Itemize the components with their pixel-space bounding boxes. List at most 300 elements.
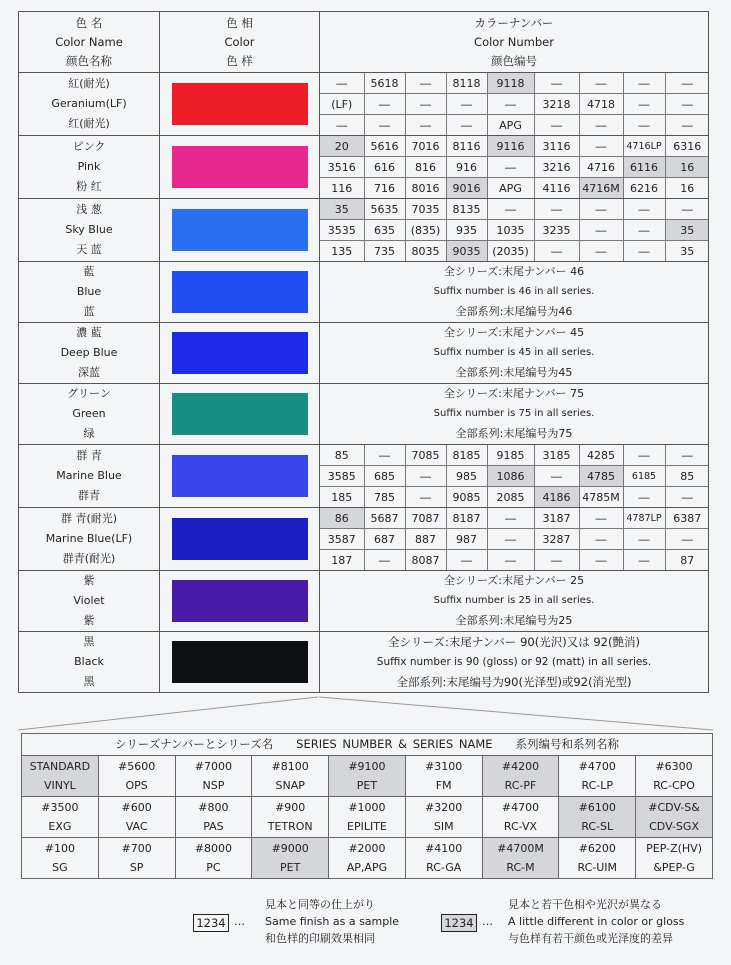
series-number: #800	[198, 801, 229, 814]
code-row	[320, 466, 709, 487]
color-name-zh: 群青	[78, 489, 100, 502]
color-code: 987	[446, 529, 487, 550]
color-swatch	[172, 580, 308, 622]
color-code: 3516	[320, 157, 364, 178]
series-cell	[98, 797, 175, 838]
color-code: 616	[364, 157, 405, 178]
color-code: 716	[364, 178, 405, 199]
color-name-zh: 红(耐光)	[68, 117, 110, 130]
suffix-note	[320, 323, 708, 383]
series-name: NSP	[202, 779, 225, 792]
series-name: VAC	[125, 820, 148, 833]
color-code: ―	[579, 508, 623, 529]
color-name-ja: ピンク	[72, 140, 106, 153]
color-swatch-cell	[160, 445, 320, 508]
color-name-en: Blue	[76, 285, 102, 298]
series-cell	[252, 756, 329, 797]
suffix-note-en: Suffix number is 90 (gloss) or 92 (matt) in all series.	[376, 656, 652, 668]
series-number: #900	[275, 801, 306, 814]
series-number: #4700M	[497, 842, 544, 855]
code-row	[320, 445, 709, 466]
color-code: ―	[364, 445, 405, 466]
header-number-ja: カラーナンバー	[474, 15, 554, 30]
color-name-cell	[19, 384, 160, 445]
color-row	[19, 445, 709, 508]
color-codes-cell	[320, 262, 709, 323]
series-number: #4100	[425, 842, 463, 855]
suffix-note-en: Suffix number is 25 in all series.	[433, 595, 595, 606]
series-name: AP,APG	[346, 861, 388, 874]
color-swatch-cell	[160, 199, 320, 262]
color-codes-grid	[320, 199, 709, 261]
series-cell	[636, 838, 713, 879]
color-code: 87	[680, 553, 695, 567]
series-cell	[175, 756, 252, 797]
suffix-note-ja: 全シリーズ:末尾ナンバー 90(光沢)又は 92(艶消)	[388, 635, 640, 649]
color-code: ―	[623, 199, 665, 220]
color-code: ―	[405, 73, 446, 94]
color-name-zh: 粉 红	[76, 180, 102, 193]
color-row	[19, 199, 709, 262]
color-name-cell	[19, 199, 160, 262]
color-name-en: Violet	[73, 594, 105, 607]
code-row	[320, 157, 709, 178]
series-name: SIM	[433, 820, 454, 833]
color-code: 4116	[534, 178, 579, 199]
color-code: ―	[487, 550, 534, 571]
legend-diff-ja: 見本と若干色相や光沢が異なる	[508, 898, 662, 911]
color-codes-cell	[320, 323, 709, 384]
color-swatch	[172, 393, 308, 435]
color-code: 5635	[364, 199, 405, 220]
color-name-zh: 天 蓝	[76, 243, 102, 256]
color-codes-cell	[320, 508, 709, 571]
series-name: SG	[52, 861, 68, 874]
series-cell	[482, 838, 559, 879]
color-code: 635	[364, 220, 405, 241]
color-code: (835)	[405, 220, 446, 241]
color-code: ―	[623, 529, 665, 550]
color-code: 7016	[405, 136, 446, 157]
color-code: 35	[665, 220, 709, 241]
series-number: #8000	[194, 842, 233, 855]
series-cell	[482, 756, 559, 797]
code-row	[320, 136, 709, 157]
color-swatch	[172, 332, 308, 374]
color-swatch	[172, 146, 308, 188]
color-codes-cell	[320, 384, 709, 445]
series-name: RC-UIM	[577, 861, 617, 874]
color-code: (LF)	[320, 94, 364, 115]
legend-diff-en: A little different in color or gloss	[508, 915, 685, 928]
suffix-note-zh: 全部系列:末尾编号为75	[455, 427, 573, 440]
series-name: RC-SL	[581, 820, 614, 833]
series-cell	[559, 797, 636, 838]
color-name-en: Deep Blue	[60, 346, 118, 359]
series-name: RC-VX	[503, 820, 538, 833]
suffix-note-en: Suffix number is 75 in all series.	[433, 408, 595, 419]
color-code: 4716LP	[623, 136, 665, 157]
color-code: ―	[579, 115, 623, 136]
color-name-zh: 蓝	[83, 305, 95, 318]
color-code: 9085	[446, 487, 487, 508]
color-row	[19, 262, 709, 323]
color-code: 685	[364, 466, 405, 487]
series-name: RC-CPO	[653, 779, 695, 792]
series-number: #2000	[348, 842, 386, 855]
color-code: 9035	[446, 241, 487, 262]
series-name: SNAP	[275, 779, 305, 792]
series-name: EXG	[48, 820, 72, 833]
color-name-zh: 群青(耐光)	[62, 552, 116, 565]
legend-diff-zh: 与色样有若干颜色或光泽度的差异	[508, 932, 673, 945]
header-sample-zh: 色 样	[226, 53, 253, 68]
suffix-note	[320, 384, 708, 444]
color-name-ja: 濃 藍	[76, 326, 102, 339]
color-code: ―	[364, 115, 405, 136]
color-codes-grid	[320, 73, 709, 135]
color-code: ―	[579, 199, 623, 220]
series-number: #700	[121, 842, 152, 855]
color-code: 3587	[320, 529, 364, 550]
color-code: 916	[446, 157, 487, 178]
color-code: 4186	[534, 487, 579, 508]
suffix-note-ja: 全シリーズ:末尾ナンバー 45	[443, 326, 585, 339]
series-number: #4700	[578, 760, 616, 773]
color-codes-cell	[320, 632, 709, 693]
series-cell	[329, 756, 406, 797]
color-swatch-cell	[160, 508, 320, 571]
legend-diff-box: 1234	[441, 914, 477, 932]
color-code: 4716M	[579, 178, 623, 199]
series-cell	[22, 838, 99, 879]
series-name: RC-LP	[581, 779, 613, 792]
header-name-zh: 颜色名称	[66, 53, 112, 68]
color-code: ―	[487, 508, 534, 529]
series-cell	[559, 756, 636, 797]
color-code: ―	[534, 73, 579, 94]
color-code: 86	[320, 508, 364, 529]
color-code: ―	[364, 550, 405, 571]
color-name-ja: 浅 葱	[76, 203, 102, 216]
series-number: #600	[121, 801, 152, 814]
series-name: PET	[356, 779, 378, 792]
color-name-zh: 深蓝	[78, 366, 100, 379]
color-code: 4785M	[579, 487, 623, 508]
suffix-note-ja: 全シリーズ:末尾ナンバー 25	[443, 574, 585, 587]
color-code: 5618	[364, 73, 405, 94]
color-code: ―	[623, 487, 665, 508]
color-codes-cell	[320, 136, 709, 199]
series-number: #4700	[501, 801, 540, 814]
series-cell	[22, 756, 99, 797]
color-name-en: Green	[72, 407, 106, 420]
color-code: ―	[623, 220, 665, 241]
color-code: ―	[320, 73, 364, 94]
color-code: ―	[579, 241, 623, 262]
suffix-note-ja: 全シリーズ:末尾ナンバー 75	[443, 387, 585, 400]
color-codes-cell	[320, 571, 709, 632]
color-code: 35	[680, 244, 695, 258]
series-cell	[252, 838, 329, 879]
color-code: ―	[405, 487, 446, 508]
suffix-note-zh: 全部系列:末尾编号为45	[455, 366, 573, 379]
series-cell	[482, 797, 559, 838]
color-code: 16	[680, 181, 695, 195]
series-cell	[175, 797, 252, 838]
color-code: 887	[405, 529, 446, 550]
color-name-cell	[19, 445, 160, 508]
series-name: OPS	[125, 779, 148, 792]
code-row	[320, 178, 709, 199]
color-row	[19, 571, 709, 632]
color-code: ―	[623, 73, 665, 94]
color-code: 4785	[579, 466, 623, 487]
color-code: ―	[623, 445, 665, 466]
code-row	[320, 73, 709, 94]
series-number: #8100	[271, 760, 309, 773]
suffix-note-en: Suffix number is 45 in all series.	[433, 347, 595, 358]
color-swatch	[172, 83, 308, 125]
color-code: 6216	[623, 178, 665, 199]
series-cell	[98, 838, 175, 879]
series-cell	[559, 838, 636, 879]
color-name-en: Geranium(LF)	[51, 97, 127, 110]
color-code: ―	[487, 157, 534, 178]
header-name-ja: 色 名	[75, 15, 103, 30]
color-name-ja: 黒	[83, 635, 95, 648]
series-number: PEP-Z(HV)	[646, 842, 702, 855]
color-code: ―	[665, 445, 709, 466]
series-table-header: シリーズナンバーとシリーズ名 SERIES NUMBER & SERIES NAME 系列编号和系列名称	[22, 734, 713, 756]
color-code: 8185	[446, 445, 487, 466]
series-name: PAS	[203, 820, 224, 833]
series-number: #100	[44, 842, 75, 855]
color-code: 7085	[405, 445, 446, 466]
color-row	[19, 136, 709, 199]
color-code: 4716	[579, 157, 623, 178]
color-code: 35	[320, 199, 364, 220]
color-code: ―	[405, 466, 446, 487]
color-code: ―	[405, 94, 446, 115]
color-code: 1086	[487, 466, 534, 487]
suffix-note-en: Suffix number is 46 in all series.	[433, 286, 595, 297]
series-cell	[329, 838, 406, 879]
color-code: 6316	[665, 136, 709, 157]
series-name: VINYL	[43, 779, 76, 792]
series-number: #3100	[425, 760, 463, 773]
color-code: 8035	[405, 241, 446, 262]
color-code: 187	[320, 550, 364, 571]
color-code: 3287	[534, 529, 579, 550]
legend-same-ja: 見本と同等の仕上がり	[265, 898, 375, 911]
color-code: ―	[446, 550, 487, 571]
legend-same-finish	[193, 897, 423, 949]
series-cell	[329, 797, 406, 838]
color-swatch-cell	[160, 73, 320, 136]
color-code: APG	[487, 178, 534, 199]
color-code: ―	[665, 199, 709, 220]
series-number: #4200	[501, 760, 540, 773]
code-row	[320, 550, 709, 571]
color-code: (2035)	[487, 241, 534, 262]
color-name-cell	[19, 136, 160, 199]
color-code: 116	[320, 178, 364, 199]
color-name-zh: 绿	[83, 427, 95, 440]
header-color-number	[320, 12, 709, 73]
color-swatch-cell	[160, 136, 320, 199]
series-cell	[405, 838, 482, 879]
code-row	[320, 199, 709, 220]
series-name: RC-PF	[504, 779, 537, 792]
color-code: 135	[320, 241, 364, 262]
color-code: 6185	[623, 466, 665, 487]
series-number: #3200	[425, 801, 463, 814]
color-row	[19, 508, 709, 571]
series-number: #1000	[348, 801, 386, 814]
color-code: 8135	[446, 199, 487, 220]
code-row	[320, 220, 709, 241]
color-swatch-cell	[160, 571, 320, 632]
legend-diff-dots: …	[482, 915, 494, 928]
color-swatch	[172, 455, 308, 497]
color-code: 3585	[320, 466, 364, 487]
color-code: 3216	[534, 157, 579, 178]
color-codes-grid	[320, 136, 709, 198]
suffix-note	[320, 262, 708, 322]
series-number: #6200	[578, 842, 616, 855]
series-row	[22, 838, 713, 879]
color-name-cell	[19, 571, 160, 632]
color-code: 3535	[320, 220, 364, 241]
color-name-ja: グリーン	[67, 387, 111, 400]
color-swatch-cell	[160, 262, 320, 323]
color-code: 8087	[405, 550, 446, 571]
color-code: ―	[579, 73, 623, 94]
color-code: 1035	[487, 220, 534, 241]
series-name: &PEP-G	[653, 861, 695, 874]
series-name: RC-M	[506, 861, 535, 874]
code-row	[320, 487, 709, 508]
color-swatch	[172, 518, 308, 560]
color-code: ―	[623, 115, 665, 136]
color-code: 9118	[487, 73, 534, 94]
color-name-en: Black	[74, 655, 104, 668]
color-code: ―	[681, 490, 693, 504]
color-code: 3235	[534, 220, 579, 241]
legend-same-dots: …	[234, 915, 246, 928]
color-code: 816	[405, 157, 446, 178]
suffix-note	[320, 632, 708, 692]
suffix-note-zh: 全部系列:末尾编号为46	[455, 305, 573, 318]
color-code: APG	[487, 115, 534, 136]
series-name: PET	[280, 861, 301, 874]
color-swatch	[172, 271, 308, 313]
color-code: 3116	[534, 136, 579, 157]
series-number: #CDV-S&	[648, 801, 700, 814]
header-color-sample	[160, 12, 320, 73]
color-codes-grid	[320, 508, 709, 570]
color-code: 6387	[665, 508, 709, 529]
color-table-header	[19, 12, 709, 73]
color-name-zh: 黑	[83, 675, 95, 688]
color-codes-cell	[320, 445, 709, 508]
color-code: ―	[665, 94, 709, 115]
color-name-zh: 紫	[83, 614, 95, 627]
color-swatch-cell	[160, 384, 320, 445]
suffix-note	[320, 571, 708, 631]
color-code: ―	[579, 136, 623, 157]
series-row	[22, 756, 713, 797]
color-row	[19, 73, 709, 136]
color-code: 935	[446, 220, 487, 241]
color-code: 8116	[446, 136, 487, 157]
color-code: 85	[320, 445, 364, 466]
color-row	[19, 384, 709, 445]
color-code: ―	[623, 550, 665, 571]
series-name: EPILITE	[347, 820, 387, 833]
color-code: ―	[405, 115, 446, 136]
code-row	[320, 241, 709, 262]
color-code: 3185	[534, 445, 579, 466]
color-code: 4285	[579, 445, 623, 466]
color-swatch	[172, 209, 308, 251]
color-code: ―	[681, 118, 693, 132]
color-code: ―	[487, 199, 534, 220]
color-code: 785	[364, 487, 405, 508]
color-code: ―	[579, 529, 623, 550]
legend-same-zh: 和色样的印刷效果相同	[265, 932, 375, 945]
color-swatch-cell	[160, 632, 320, 693]
color-code: 8016	[405, 178, 446, 199]
series-number: #9100	[348, 760, 386, 773]
series-cell	[405, 756, 482, 797]
color-code: 687	[364, 529, 405, 550]
color-codes-cell	[320, 73, 709, 136]
series-number: STANDARD	[29, 760, 91, 773]
color-codes-grid	[320, 445, 709, 507]
code-row	[320, 508, 709, 529]
color-swatch	[172, 641, 308, 683]
color-code: ―	[579, 550, 623, 571]
color-code: 985	[446, 466, 487, 487]
color-code: 4787LP	[623, 508, 665, 529]
series-name: RC-GA	[426, 861, 462, 874]
color-name-en: Marine Blue(LF)	[45, 532, 133, 545]
color-code: 5687	[364, 508, 405, 529]
series-name: CDV-SGX	[649, 820, 699, 833]
color-code: 5616	[364, 136, 405, 157]
series-cell	[636, 797, 713, 838]
color-code: ―	[320, 115, 364, 136]
series-row	[22, 797, 713, 838]
color-code: 9116	[487, 136, 534, 157]
series-table	[21, 733, 713, 879]
color-code: 6116	[623, 157, 665, 178]
color-name-cell	[19, 632, 160, 693]
series-number: #7000	[194, 760, 233, 773]
series-cell	[175, 838, 252, 879]
header-sample-ja: 色 相	[226, 15, 253, 30]
color-name-cell	[19, 323, 160, 384]
header-color-name	[19, 12, 160, 73]
legend-different	[441, 897, 721, 949]
header-number-zh: 颜色编号	[491, 53, 537, 68]
color-code: ―	[487, 529, 534, 550]
code-row	[320, 94, 709, 115]
color-code: 9016	[446, 178, 487, 199]
series-number: #6300	[655, 760, 693, 773]
